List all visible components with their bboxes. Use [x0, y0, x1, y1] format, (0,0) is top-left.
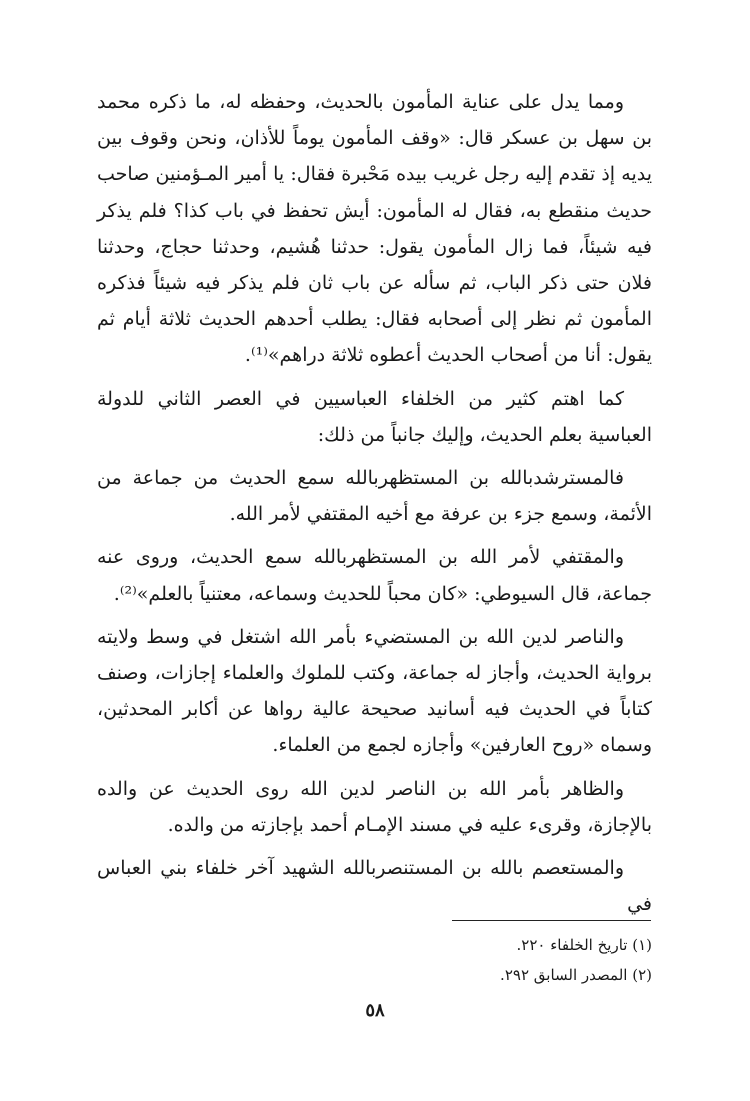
paragraph-zahir: والظاهر بأمر الله بن الناصر لدين الله روى الحديث عن والده بالإجازة، وقرىء عليه في مسند الإمـام أحمد بإجازته من والده.: [97, 777, 652, 836]
footnote-1: (١) تاريخ الخلفاء ٢٢٠.: [516, 936, 652, 954]
body-text: [97, 84, 652, 929]
paragraph-mamun: ومما يدل على عناية المأمون بالحديث، وحفظه له، ما ذكره محمد بن سهل بن عسكر قال: «وقف المأمون يوماً للأذان، ونحن وقوف بين يديه إذ تقدم إليه رجل غريب بيده مَحْبرة فقال: يا أمير المـؤمنين صاحب حديث منقطع به، فقال له المأمون: أيش تحفظ في باب كذا؟ فلم يذكر فيه شيئاً، فما زال المأمون يقول: حدثنا هُشيم، وحدثنا حجاج، وحدثنا فلان حتى ذكر الباب، ثم سأله عن باب ثان فلم يذكر فيه شيئاً فذكره المأمون ثم نظر إلى أصحابه فقال: يطلب أحدهم الحديث ثلاثة أيام ثم يقول: أنا من أصحاب الحديث أعطوه ثلاثة دراهم»⁽¹⁾.: [97, 91, 652, 367]
paragraph-abbasid-caliphs: كما اهتم كثير من الخلفاء العباسيين في العصر الثاني للدولة العباسية بعلم الحديث، وإليك جانباً من ذلك:: [97, 387, 652, 446]
footnote-divider: [452, 920, 651, 921]
footnote-2: (٢) المصدر السابق ٢٩٢.: [500, 966, 652, 984]
paragraph-mustarshid: فالمسترشدبالله بن المستظهربالله سمع الحديث من جماعة من الأئمة، وسمع جزء بن عرفة مع أخيه المقتفي لأمر الله.: [97, 467, 652, 526]
page-number: ٥٨: [365, 1000, 385, 1021]
paragraph-muqtafi: والمقتفي لأمر الله بن المستظهربالله سمع الحديث، وروى عنه جماعة، قال السيوطي: «كان محباً للحديث وسماعه، معتنياً بالعلم»⁽²⁾.: [97, 546, 652, 605]
paragraph-mustasim: والمستعصم بالله بن المستنصربالله الشهيد آخر خلفاء بني العباس في: [97, 857, 652, 916]
paragraph-nasir: والناصر لدين الله بن المستضيء بأمر الله اشتغل في وسط ولايته برواية الحديث، وأجاز له جماعة، وكتب للملوك والعلماء إجازات، وصنف كتاباً في الحديث فيه أسانيد صحيحة عالية رواها عن أكابر المحدثين، وسماه «روح العارفين» وأجازه لجمع من العلماء.: [97, 625, 652, 757]
footnotes: [97, 930, 652, 990]
